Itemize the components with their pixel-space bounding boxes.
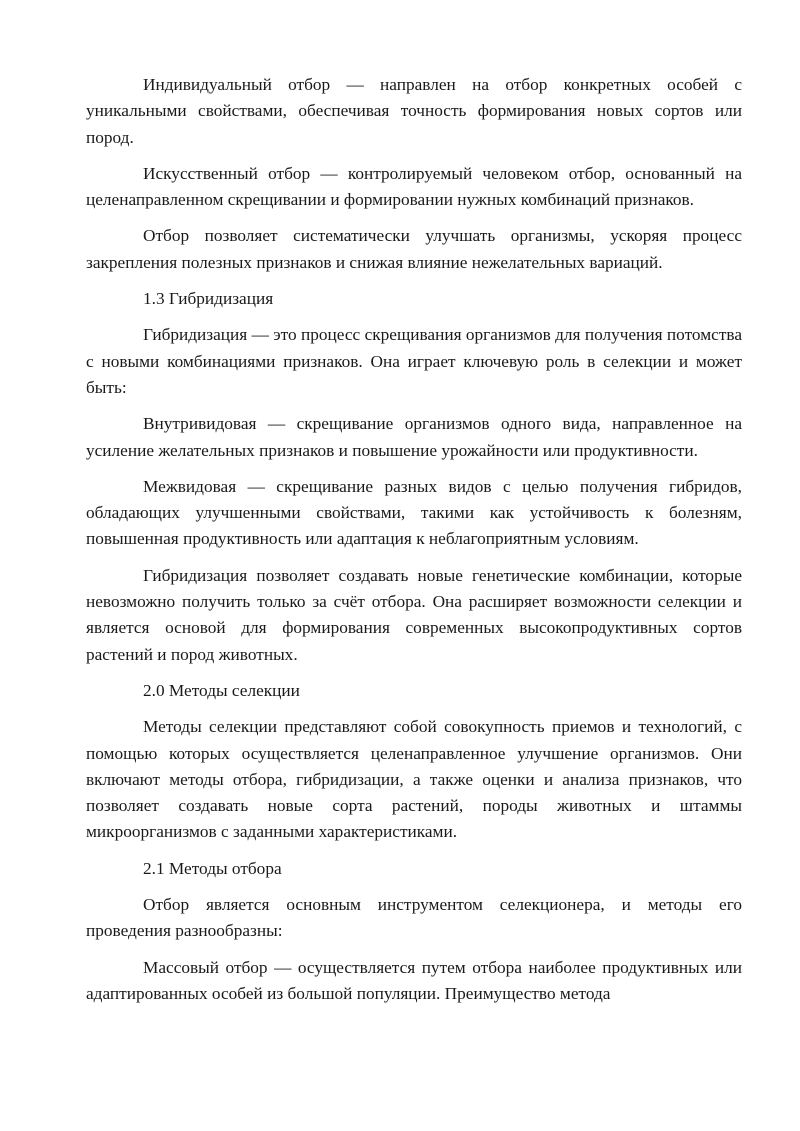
paragraph-hybridization-definition: Гибридизация — это процесс скрещивания организмов для получения потомства с новыми комбинациями признаков. Она играет ключевую роль в селекции и может быть: xyxy=(86,325,742,397)
paragraph-artificial-selection: Искусственный отбор — контролируемый человеком отбор, основанный на целенаправленном скрещивании и формировании нужных комбинаций признаков. xyxy=(86,163,742,210)
paragraph-selection-benefits: Отбор позволяет систематически улучшать организмы, ускоряя процесс закрепления полезных признаков и снижая влияние нежелательных вариаций. xyxy=(86,226,742,272)
paragraph-mass-selection: Массовый отбор — осуществляется путем отбора наиболее продуктивных или адаптированных особей из большой популяции. Преимущество метода xyxy=(86,957,742,1003)
paragraph-individual-selection: Индивидуальный отбор — направлен на отбор конкретных особей с уникальными свойствами, обеспечивая точность формирования новых сортов или пород. xyxy=(86,75,742,147)
document-body xyxy=(86,72,742,1017)
heading-2-1-selection-methods: 2.1 Методы отбора xyxy=(143,858,282,878)
paragraph-selection-methods-definition: Методы селекции представляют собой совокупность приемов и технологий, с помощью которых осуществляется целенаправленное улучшение организмов. Они включают методы отбора, гибридизации, а также оценки и анализа признаков, что позволяет создавать новые сорта растений, породы животных и штаммы микроорганизмов с заданными характеристиками. xyxy=(86,717,742,842)
paragraph-interspecific: Межвидовая — скрещивание разных видов с целью получения гибридов, обладающих улучшенными свойствами, такими как устойчивость к болезням, повышенная продуктивность или адаптация к неблагоприятным условиям. xyxy=(86,476,742,549)
heading-1-3-hybridization: 1.3 Гибридизация xyxy=(143,289,274,309)
paragraph-intraspecific: Внутривидовая — скрещивание организмов одного вида, направленное на усиление желательных признаков и повышение урожайности или продуктивности. xyxy=(86,414,742,460)
paragraph-selection-tool: Отбор является основным инструментом селекционера, и методы его проведения разнообразны: xyxy=(86,895,742,941)
heading-2-0-selection-methods: 2.0 Методы селекции xyxy=(143,680,300,700)
paragraph-hybridization-benefits: Гибридизация позволяет создавать новые генетические комбинации, которые невозможно получить только за счёт отбора. Она расширяет возможности селекции и является основой для формирования современных высокопродуктивных сортов растений и пород животных. xyxy=(86,565,742,664)
